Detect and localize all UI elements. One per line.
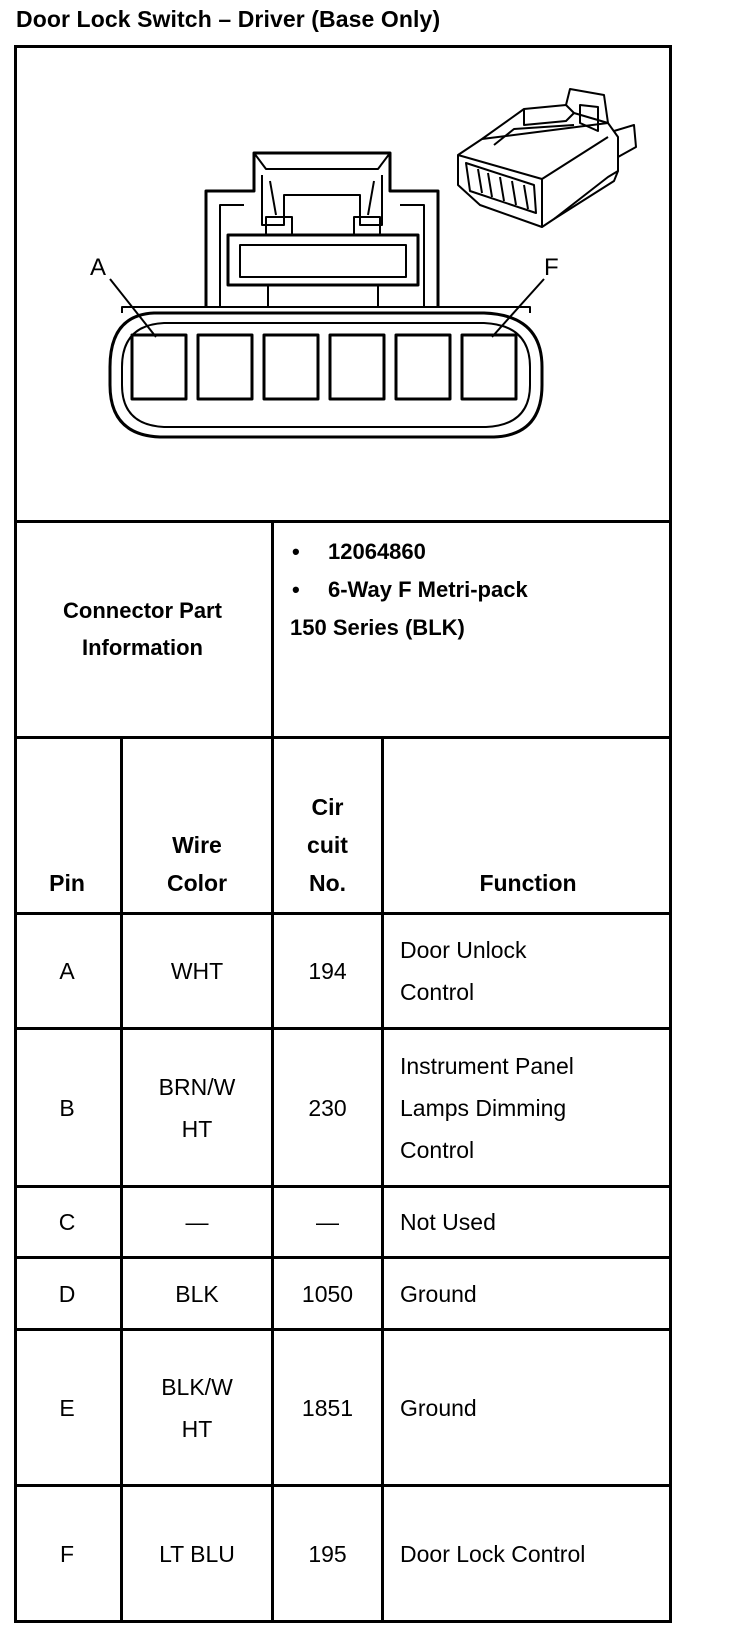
table-row-pin: E bbox=[59, 1394, 75, 1421]
table-row-wire: LT BLU bbox=[159, 1540, 235, 1567]
part-number: 12064860 bbox=[328, 539, 426, 564]
connector-part-info bbox=[274, 533, 672, 647]
bullet-icon: • bbox=[292, 539, 300, 564]
part-description-row bbox=[274, 571, 672, 609]
latch-arm bbox=[254, 153, 390, 169]
header-circuit-no: Cir cuit No. bbox=[307, 794, 348, 896]
part-number-row bbox=[274, 533, 672, 571]
part-description: 6-Way F Metri-pack bbox=[328, 577, 528, 602]
cavity-a bbox=[132, 335, 186, 399]
table-row-wire: BLK/W HT bbox=[161, 1373, 233, 1442]
table-row-circuit: 1851 bbox=[301, 1394, 354, 1421]
header-pin: Pin bbox=[49, 870, 85, 896]
header-function: Function bbox=[479, 870, 577, 896]
table-row-circuit: 1050 bbox=[301, 1280, 354, 1307]
table-row-function: Ground bbox=[400, 1394, 477, 1421]
connector-iso-view bbox=[458, 89, 636, 227]
connector-drawing bbox=[14, 45, 672, 523]
connector-figure bbox=[14, 45, 672, 523]
cavity-d bbox=[330, 335, 384, 399]
table-row-pin: C bbox=[58, 1209, 76, 1235]
bullet-icon: • bbox=[292, 577, 300, 602]
cavity-b bbox=[198, 335, 252, 399]
table-row-pin: B bbox=[59, 1094, 75, 1121]
table-row-circuit: 194 bbox=[308, 958, 347, 984]
connector-part-label-line2: Information bbox=[81, 635, 203, 660]
cavity-f bbox=[462, 335, 516, 399]
callout-a-label: A bbox=[90, 254, 107, 281]
table-row-circuit: 230 bbox=[308, 1094, 347, 1121]
page-title: Door Lock Switch – Driver (Base Only) bbox=[16, 6, 441, 32]
table-row-function: Not Used bbox=[400, 1209, 496, 1235]
part-series: 150 Series (BLK) bbox=[290, 615, 465, 640]
table-row-wire: WHT bbox=[170, 958, 224, 984]
connector-body-inner bbox=[122, 323, 530, 427]
table-row-function: Instrument Panel Lamps Dimming Control bbox=[400, 1052, 574, 1163]
table-row-pin: D bbox=[58, 1280, 76, 1307]
connector-part-info-label bbox=[14, 520, 274, 738]
cavity-e bbox=[396, 335, 450, 399]
table-row-wire: — bbox=[185, 1209, 209, 1235]
callout-f-label: F bbox=[544, 254, 559, 281]
connector-part-label-line1: Connector Part bbox=[63, 598, 222, 623]
table-row-function: Door Lock Control bbox=[400, 1540, 586, 1567]
header-wire-color: Wire Color bbox=[166, 832, 228, 896]
table-row-function: Ground bbox=[400, 1280, 477, 1307]
table-row-function: Door Unlock Control bbox=[400, 937, 527, 1005]
table-row-pin: A bbox=[59, 958, 75, 984]
table-row-circuit: — bbox=[316, 1209, 339, 1235]
cavity-c bbox=[264, 335, 318, 399]
table-row-circuit: 195 bbox=[308, 1540, 347, 1567]
table-row-wire: BLK bbox=[175, 1280, 219, 1307]
table-row-wire: BRN/W HT bbox=[158, 1073, 236, 1142]
connector-body-outline bbox=[110, 313, 542, 437]
table-row-pin: F bbox=[59, 1540, 75, 1567]
